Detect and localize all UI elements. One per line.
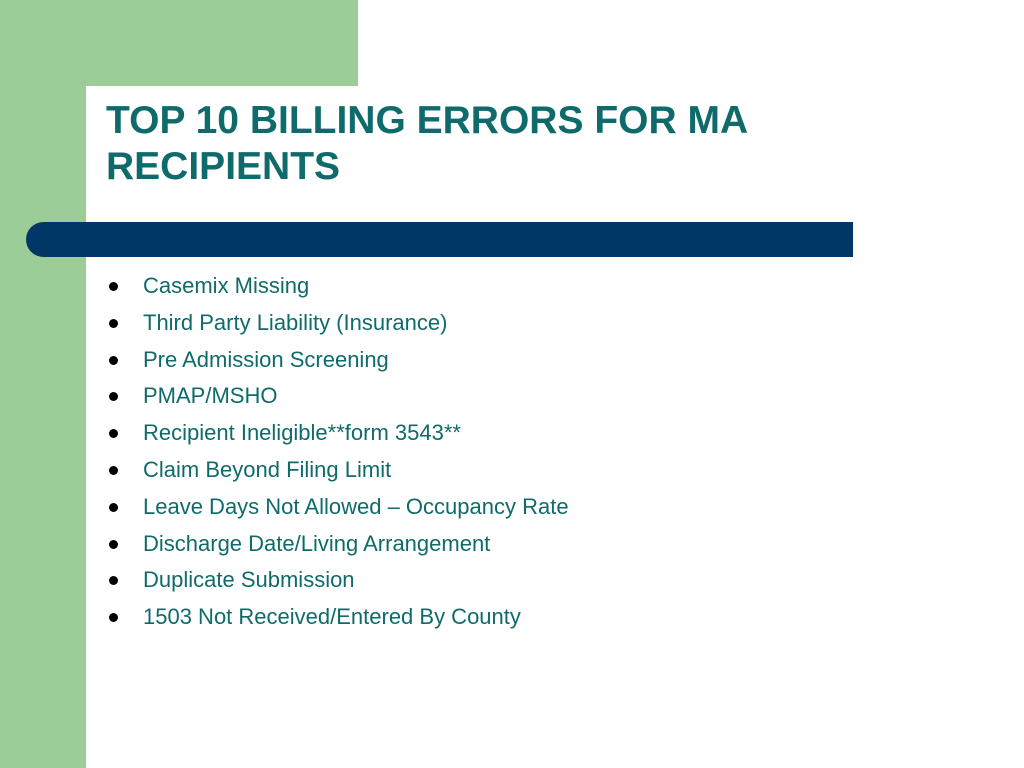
bullet-text: Recipient Ineligible**form 3543**	[143, 420, 461, 446]
bullet-text: Duplicate Submission	[143, 567, 355, 593]
bullet-text: PMAP/MSHO	[143, 383, 278, 409]
title-underline-bar	[26, 222, 853, 257]
bullet-dot-icon	[109, 466, 118, 475]
bullet-dot-icon	[109, 613, 118, 622]
bullet-dot-icon	[109, 429, 118, 438]
bullet-dot-icon	[109, 576, 118, 585]
bullet-dot-icon	[109, 540, 118, 549]
bullet-text: 1503 Not Received/Entered By County	[143, 604, 521, 630]
bullet-text: Claim Beyond Filing Limit	[143, 456, 392, 482]
green-top-band	[0, 0, 358, 86]
slide-title: TOP 10 BILLING ERRORS FOR MA RECIPIENTS	[106, 99, 747, 188]
green-left-band	[0, 0, 86, 768]
bullet-dot-icon	[109, 319, 118, 328]
bullet-text: Discharge Date/Living Arrangement	[143, 530, 491, 556]
bullet-text: Leave Days Not Allowed – Occupancy Rate	[143, 493, 569, 519]
bullet-text: Third Party Liability (Insurance)	[143, 309, 448, 335]
bullet-dot-icon	[109, 392, 118, 401]
bullet-text: Pre Admission Screening	[143, 346, 389, 372]
bullet-dot-icon	[109, 503, 118, 512]
bullet-dot-icon	[109, 356, 118, 365]
bullet-dot-icon	[109, 282, 118, 291]
bullet-text: Casemix Missing	[143, 273, 310, 298]
